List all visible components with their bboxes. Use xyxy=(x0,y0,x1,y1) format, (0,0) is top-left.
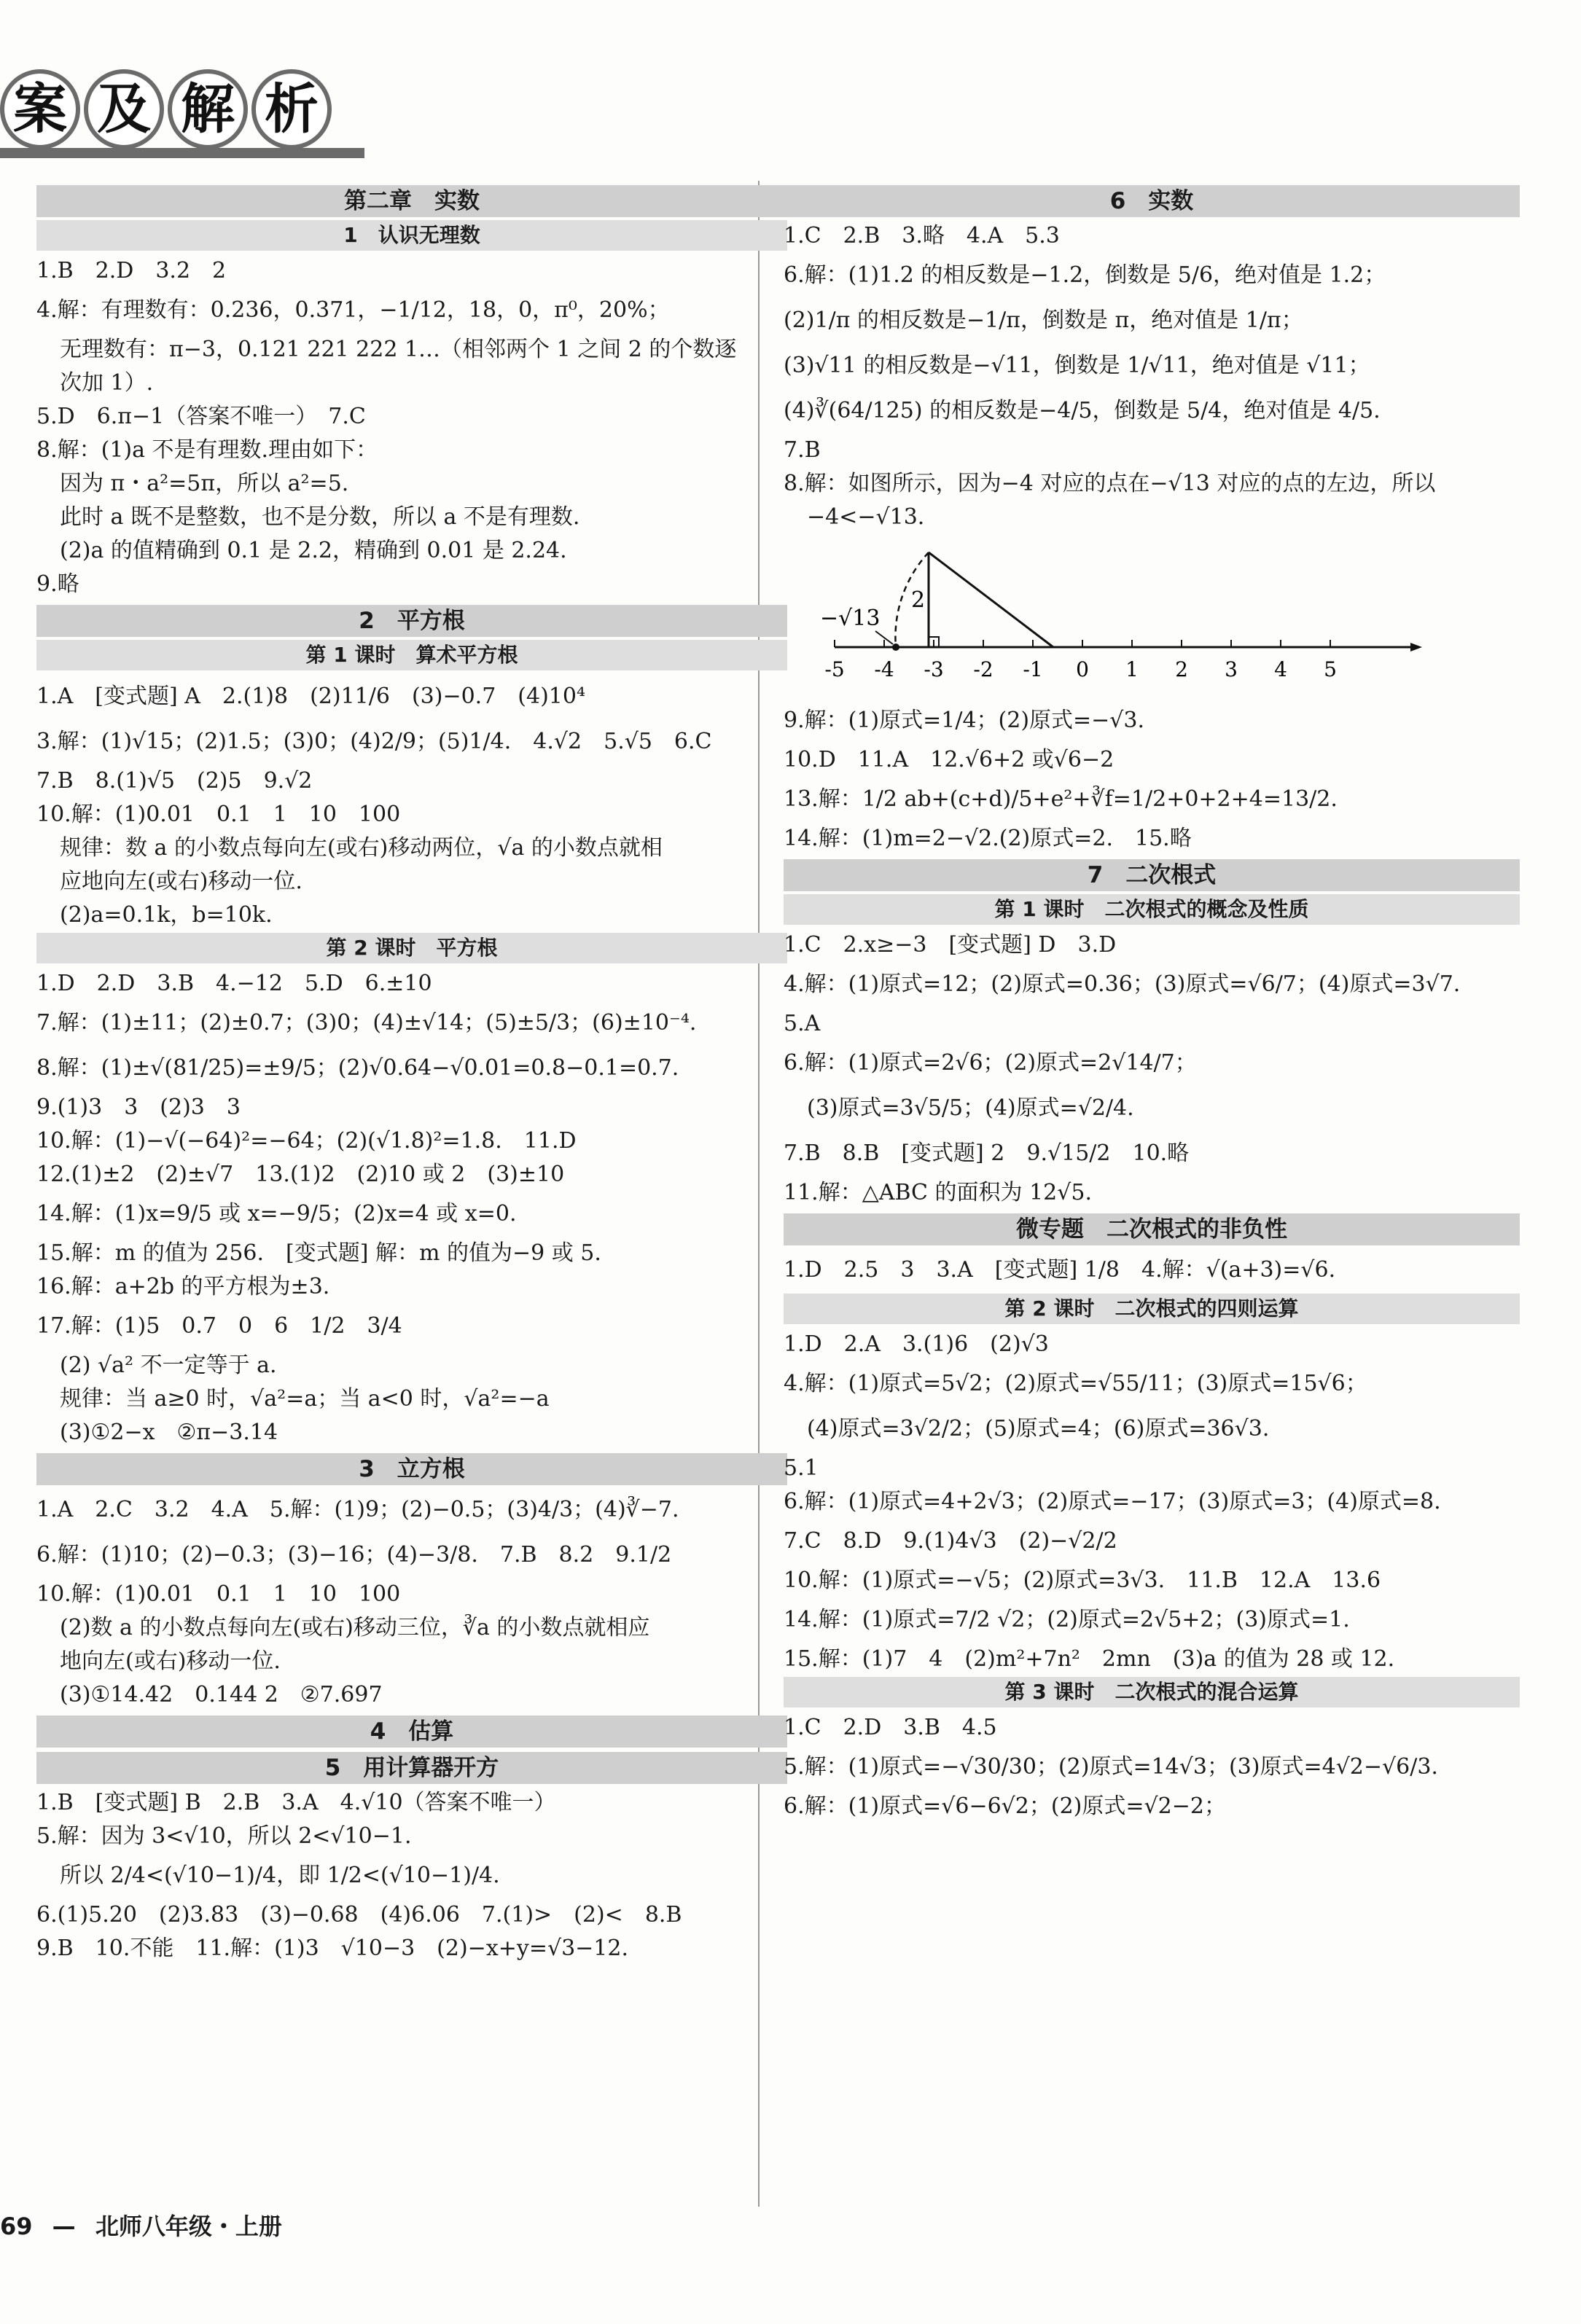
answer-line: 10.D 11.A 12.√6+2 或√6−2 xyxy=(784,747,1114,772)
answer-line: 15.解：m 的值为 256. [变式题] 解：m 的值为−9 或 5. xyxy=(36,1240,601,1266)
answer-line: 4.解：(1)原式=5√2；(2)原式=√55/11；(3)原式=15√6； xyxy=(784,1371,1367,1396)
tick-label: 0 xyxy=(1076,657,1089,681)
hypotenuse xyxy=(929,552,1053,647)
answer-line: (2)a 的值精确到 0.1 是 2.2，精确到 0.01 是 2.24. xyxy=(60,538,567,563)
answer-line: 7.B xyxy=(784,437,821,463)
answer-line: (3)√11 的相反数是−√11，倒数是 1/√11，绝对值是 √11； xyxy=(784,353,1370,378)
answer-line: (2)数 a 的小数点每向左(或右)移动三位，∛a 的小数点就相应 xyxy=(60,1615,650,1640)
answer-line: 此时 a 既不是整数，也不是分数，所以 a 不是有理数. xyxy=(60,504,580,530)
answer-line: 1.A [变式题] A 2.(1)8 (2)11/6 (3)−0.7 (4)10⁴ xyxy=(36,684,586,709)
answer-line: 6.(1)5.20 (2)3.83 (3)−0.68 (4)6.06 7.(1)> (2)< 8.B xyxy=(36,1902,682,1928)
section-title: 7 二次根式 xyxy=(784,859,1520,891)
number-line-figure xyxy=(784,538,1440,684)
root-point xyxy=(892,643,899,651)
answer-line: 7.B 8.(1)√5 (2)5 9.√2 xyxy=(36,768,313,794)
answer-line: 10.解：(1)0.01 0.1 1 10 100 xyxy=(36,802,401,827)
header-char-2: 及 xyxy=(84,69,164,149)
answer-line: 8.解：如图所示，因为−4 对应的点在−√13 对应的点的左边，所以 xyxy=(784,471,1436,496)
tick-label: -3 xyxy=(924,657,944,681)
answer-line: 17.解：(1)5 0.7 0 6 1/2 3/4 xyxy=(36,1313,402,1339)
answer-line: 9.解：(1)原式=1/4；(2)原式=−√3. xyxy=(784,708,1145,733)
page-footer xyxy=(0,2208,282,2242)
section-title: 4 估算 xyxy=(36,1715,787,1748)
answer-line: 1.C 2.D 3.B 4.5 xyxy=(784,1715,997,1740)
answer-line: 规律：数 a 的小数点每向左(或右)移动两位，√a 的小数点就相 xyxy=(60,835,663,861)
lesson-title: 第 2 课时 平方根 xyxy=(36,933,787,963)
header-char-3: 解 xyxy=(168,69,248,149)
answer-line: 14.解：(1)x=9/5 或 x=−9/5；(2)x=4 或 x=0. xyxy=(36,1201,517,1226)
answer-line: (3)①2−x ②π−3.14 xyxy=(60,1420,278,1445)
answer-line: 6.解：(1)10；(2)−0.3；(3)−16；(4)−3/8. 7.B 8.2 9.1/2 xyxy=(36,1542,672,1568)
tick-label: -2 xyxy=(973,657,994,681)
answer-line: 1.D 2.5 3 3.A [变式题] 1/8 4.解：√(a+3)=√6. xyxy=(784,1257,1336,1283)
right-column-top xyxy=(784,185,1520,533)
answer-line: 9.B 10.不能 11.解：(1)3 √10−3 (2)−x+y=√3−12. xyxy=(36,1936,629,1961)
axis-arrow-icon xyxy=(1410,643,1422,652)
tick-label: -1 xyxy=(1023,657,1043,681)
answer-line: 1.A 2.C 3.2 4.A 5.解：(1)9；(2)−0.5；(3)4/3；(4)∛−7. xyxy=(36,1497,679,1522)
answer-line: 5.1 xyxy=(784,1455,819,1481)
answer-line: 1.C 2.B 3.略 4.A 5.3 xyxy=(784,223,1060,249)
answer-line: (4)原式=3√2/2；(5)原式=4；(6)原式=36√3. xyxy=(807,1416,1270,1441)
header-char-4: 析 xyxy=(251,69,332,149)
answer-line: 5.解：因为 3<√10，所以 2<√10−1. xyxy=(36,1823,412,1849)
right-column-bottom xyxy=(784,699,1520,1823)
answer-line: 16.解：a+2b 的平方根为±3. xyxy=(36,1274,330,1299)
tick-label: 3 xyxy=(1225,657,1238,681)
answer-line: 1.C 2.x≥−3 [变式题] D 3.D xyxy=(784,932,1117,958)
answer-line: 1.B [变式题] B 2.B 3.A 4.√10（答案不唯一） xyxy=(36,1790,556,1815)
answer-line: 7.解：(1)±11；(2)±0.7；(3)0；(4)±√14；(5)±5/3；(6)±10⁻⁴. xyxy=(36,1010,697,1036)
answer-line: (4)∛(64/125) 的相反数是−4/5，倒数是 5/4，绝对值是 4/5. xyxy=(784,398,1381,423)
answer-line: 15.解：(1)7 4 (2)m²+7n² 2mn (3)a 的值为 28 或 12. xyxy=(784,1646,1395,1672)
answer-line: 4.解：有理数有：0.236，0.371，−1/12，18，0，π⁰，20%； xyxy=(36,297,670,323)
tick-label: 2 xyxy=(1175,657,1188,681)
answer-line: 12.(1)±2 (2)±√7 13.(1)2 (2)10 或 2 (3)±10 xyxy=(36,1162,565,1187)
answer-line: 10.解：(1)−√(−64)²=−64；(2)(√1.8)²=1.8. 11.D xyxy=(36,1128,577,1154)
answer-line: 8.解：(1)a 不是有理数.理由如下： xyxy=(36,437,378,463)
answer-line: −4<−√13. xyxy=(807,504,925,530)
answer-line: 7.B 8.B [变式题] 2 9.√15/2 10.略 xyxy=(784,1141,1190,1166)
answer-line: 6.解：(1)原式=√6−6√2；(2)原式=√2−2； xyxy=(784,1793,1226,1819)
answer-line: 5.A xyxy=(784,1011,821,1036)
answer-line: 无理数有：π−3，0.121 221 222 1…（相邻两个 1 之间 2 的个数逐 xyxy=(60,337,737,362)
answer-line: 因为 π・a²=5π，所以 a²=5. xyxy=(60,471,349,496)
answer-line: 6.解：(1)原式=2√6；(2)原式=2√14/7； xyxy=(784,1050,1197,1076)
answer-line: 14.解：(1)原式=7/2 √2；(2)原式=2√5+2；(3)原式=1. xyxy=(784,1607,1350,1632)
answer-line: 10.解：(1)原式=−√5；(2)原式=3√3. 11.B 12.A 13.6 xyxy=(784,1568,1381,1593)
answer-line: (2) √a² 不一定等于 a. xyxy=(60,1353,277,1378)
root-label: −√13 xyxy=(820,606,881,631)
page-header xyxy=(0,69,379,164)
answer-line: 6.解：(1)1.2 的相反数是−1.2，倒数是 5/6，绝对值是 1.2； xyxy=(784,262,1386,288)
answer-line: 4.解：(1)原式=12；(2)原式=0.36；(3)原式=√6/7；(4)原式=3√7. xyxy=(784,971,1461,997)
section-title: 2 平方根 xyxy=(36,605,787,637)
answer-line: 9.(1)3 3 (2)3 3 xyxy=(36,1095,241,1120)
answer-line: 规律：当 a≥0 时，√a²=a；当 a<0 时，√a²=−a xyxy=(60,1386,550,1412)
book-title: 北师八年级・上册 xyxy=(95,2213,282,2240)
lesson-title: 第 2 课时 二次根式的四则运算 xyxy=(784,1294,1520,1324)
answer-line: (2)a=0.1k，b=10k. xyxy=(60,902,273,928)
answer-line: 9.略 xyxy=(36,571,79,597)
lesson-title: 第 1 课时 二次根式的概念及性质 xyxy=(784,894,1520,925)
left-column xyxy=(36,181,787,1966)
page-number: 69 xyxy=(0,2213,33,2240)
tick-label: -4 xyxy=(874,657,894,681)
answer-line: (3)原式=3√5/5；(4)原式=√2/4. xyxy=(807,1095,1134,1121)
answer-line: 次加 1）. xyxy=(60,370,154,396)
answer-line: 所以 2/4<(√10−1)/4，即 1/2<(√10−1)/4. xyxy=(60,1863,500,1888)
footer-dash: — xyxy=(52,2213,76,2240)
section-title: 微专题 二次根式的非负性 xyxy=(784,1213,1520,1245)
lesson-title: 第 3 课时 二次根式的混合运算 xyxy=(784,1677,1520,1707)
header-rule xyxy=(0,148,364,158)
answer-line: 1.B 2.D 3.2 2 xyxy=(36,258,227,283)
header-char-1: 案 xyxy=(0,69,80,149)
lesson-title: 第 1 课时 算术平方根 xyxy=(36,640,787,670)
tick-label: -5 xyxy=(824,657,845,681)
lesson-title: 1 认识无理数 xyxy=(36,220,787,251)
answer-line: 14.解：(1)m=2−√2.(2)原式=2. 15.略 xyxy=(784,826,1192,851)
section-title: 5 用计算器开方 xyxy=(36,1752,787,1784)
answer-line: 11.解：△ABC 的面积为 12√5. xyxy=(784,1180,1092,1205)
answer-line: 应地向左(或右)移动一位. xyxy=(60,869,302,894)
answer-line: 1.D 2.A 3.(1)6 (2)√3 xyxy=(784,1331,1049,1357)
section-title: 3 立方根 xyxy=(36,1453,787,1485)
answer-line: 13.解：1/2 ab+(c+d)/5+e²+∛f=1/2+0+2+4=13/2. xyxy=(784,786,1338,812)
answer-line: (3)①14.42 0.144 2 ②7.697 xyxy=(60,1682,383,1707)
answer-line: 8.解：(1)±√(81/25)=±9/5；(2)√0.64−√0.01=0.8−0.1=0.7. xyxy=(36,1055,679,1081)
tick-label: 5 xyxy=(1324,657,1337,681)
section-title: 6 实数 xyxy=(784,185,1520,217)
answer-line: 地向左(或右)移动一位. xyxy=(60,1648,281,1674)
answer-line: (2)1/π 的相反数是−1/π，倒数是 π，绝对值是 1/π； xyxy=(784,308,1303,333)
answer-line: 10.解：(1)0.01 0.1 1 10 100 xyxy=(36,1581,401,1607)
answer-line: 6.解：(1)原式=4+2√3；(2)原式=−17；(3)原式=3；(4)原式=8. xyxy=(784,1489,1441,1514)
tick-label: 4 xyxy=(1274,657,1287,681)
answer-line: 1.D 2.D 3.B 4.−12 5.D 6.±10 xyxy=(36,971,432,996)
answer-line: 7.C 8.D 9.(1)4√3 (2)−√2/2 xyxy=(784,1528,1117,1554)
side-length-label: 2 xyxy=(911,587,926,613)
answer-line: 3.解：(1)√15；(2)1.5；(3)0；(4)2/9；(5)1/4. 4.√2 5.√5 6.C xyxy=(36,729,712,754)
answer-line: 5.D 6.π−1（答案不唯一） 7.C xyxy=(36,404,366,429)
right-column xyxy=(784,181,1520,1824)
tick-label: 1 xyxy=(1125,657,1139,681)
answer-line: 5.解：(1)原式=−√30/30；(2)原式=14√3；(3)原式=4√2−√6/3. xyxy=(784,1754,1438,1780)
section-title: 第二章 实数 xyxy=(36,185,787,217)
